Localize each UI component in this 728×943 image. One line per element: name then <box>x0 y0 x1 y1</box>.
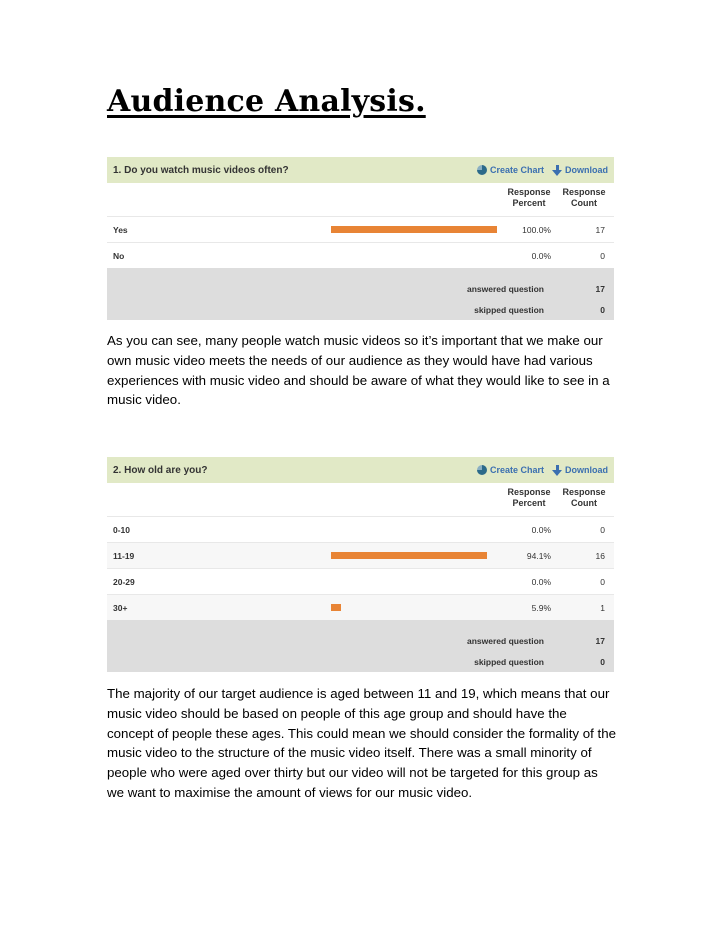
response-percent-header <box>499 487 559 509</box>
skipped-row <box>107 651 614 672</box>
response-count: 0 <box>600 251 605 261</box>
answer-label: 20-29 <box>113 577 135 587</box>
answered-label: answered question <box>467 636 544 646</box>
response-percent: 94.1% <box>526 551 551 561</box>
create-chart-label: Create Chart <box>489 165 544 175</box>
answered-row <box>107 278 614 299</box>
answer-label: 11-19 <box>113 551 135 561</box>
response-percent: 5.9% <box>531 603 551 613</box>
download-label: Download <box>565 165 608 175</box>
survey-question-2 <box>107 457 614 672</box>
question-actions <box>469 165 608 176</box>
column-headers <box>107 183 614 216</box>
answered-label: answered question <box>467 284 544 294</box>
answer-label: No <box>113 251 125 261</box>
column-headers <box>107 483 614 516</box>
download-link[interactable] <box>552 465 608 476</box>
answer-row-20-29 <box>107 568 614 594</box>
response-percent: 0.0% <box>531 577 551 587</box>
response-count: 0 <box>600 525 605 535</box>
download-label: Download <box>565 465 608 475</box>
pie-chart-icon <box>477 165 487 175</box>
answer-row-0-10 <box>107 516 614 542</box>
header-line: Count <box>571 498 597 508</box>
header-line: Response <box>507 487 551 497</box>
response-count-header <box>559 187 609 209</box>
header-line: Percent <box>512 198 546 208</box>
create-chart-label: Create Chart <box>489 465 544 475</box>
response-count: 0 <box>600 577 605 587</box>
answer-row-30-plus <box>107 594 614 620</box>
response-count: 16 <box>595 551 605 561</box>
paragraph-1: As you can see, many people watch music videos so it’s important that we make our own music video meets the needs of our audience as they would have had various experiences with music video and should be aware of what they would like to see in a music video. <box>107 333 610 408</box>
skipped-value: 0 <box>600 305 605 315</box>
header-line: Response <box>562 187 606 197</box>
skipped-value: 0 <box>600 657 605 667</box>
download-arrow-icon <box>552 465 562 476</box>
document-title: Audience Analysis. <box>107 84 426 119</box>
answer-row-yes <box>107 216 614 242</box>
header-line: Response <box>562 487 606 497</box>
response-count-header <box>559 487 609 509</box>
question-text: 1. Do you watch music videos often? <box>113 164 289 176</box>
download-arrow-icon <box>552 165 562 176</box>
survey-question-1 <box>107 157 614 320</box>
question-header <box>107 457 614 483</box>
summary-footer <box>107 620 614 672</box>
header-line: Percent <box>512 498 546 508</box>
response-percent-header <box>499 187 559 209</box>
skipped-label: skipped question <box>474 657 544 667</box>
question-text: 2. How old are you? <box>113 464 208 476</box>
response-bar <box>331 552 487 559</box>
skipped-label: skipped question <box>474 305 544 315</box>
answer-row-11-19 <box>107 542 614 568</box>
question-header <box>107 157 614 183</box>
response-percent: 0.0% <box>531 525 551 535</box>
answered-value: 17 <box>595 284 605 294</box>
response-percent: 100.0% <box>522 225 551 235</box>
skipped-row <box>107 299 614 320</box>
answer-label: Yes <box>113 225 128 235</box>
response-count: 17 <box>595 225 605 235</box>
create-chart-link[interactable] <box>477 165 544 175</box>
response-count: 1 <box>600 603 605 613</box>
answered-row <box>107 630 614 651</box>
header-line: Response <box>507 187 551 197</box>
response-bar <box>331 604 341 611</box>
create-chart-link[interactable] <box>477 465 544 475</box>
header-line: Count <box>571 198 597 208</box>
response-percent: 0.0% <box>531 251 551 261</box>
answer-row-no <box>107 242 614 268</box>
answer-label: 0-10 <box>113 525 131 535</box>
response-bar <box>331 226 497 233</box>
pie-chart-icon <box>477 465 487 475</box>
answered-value: 17 <box>595 636 605 646</box>
question-actions <box>469 465 608 476</box>
download-link[interactable] <box>552 165 608 176</box>
paragraph-2: The majority of our target audience is aged between 11 and 19, which means that our music video should be based on people of this age group and should have the concept of people these ages. This could mean we should consider the formality of the music video to the structure of the music video itself. There was a small minority of people who were aged over thirty but our video will not be targeted for this group as we want to maximise the amount of views for our music video. <box>107 686 617 800</box>
summary-footer <box>107 268 614 320</box>
answer-label: 30+ <box>113 603 128 613</box>
